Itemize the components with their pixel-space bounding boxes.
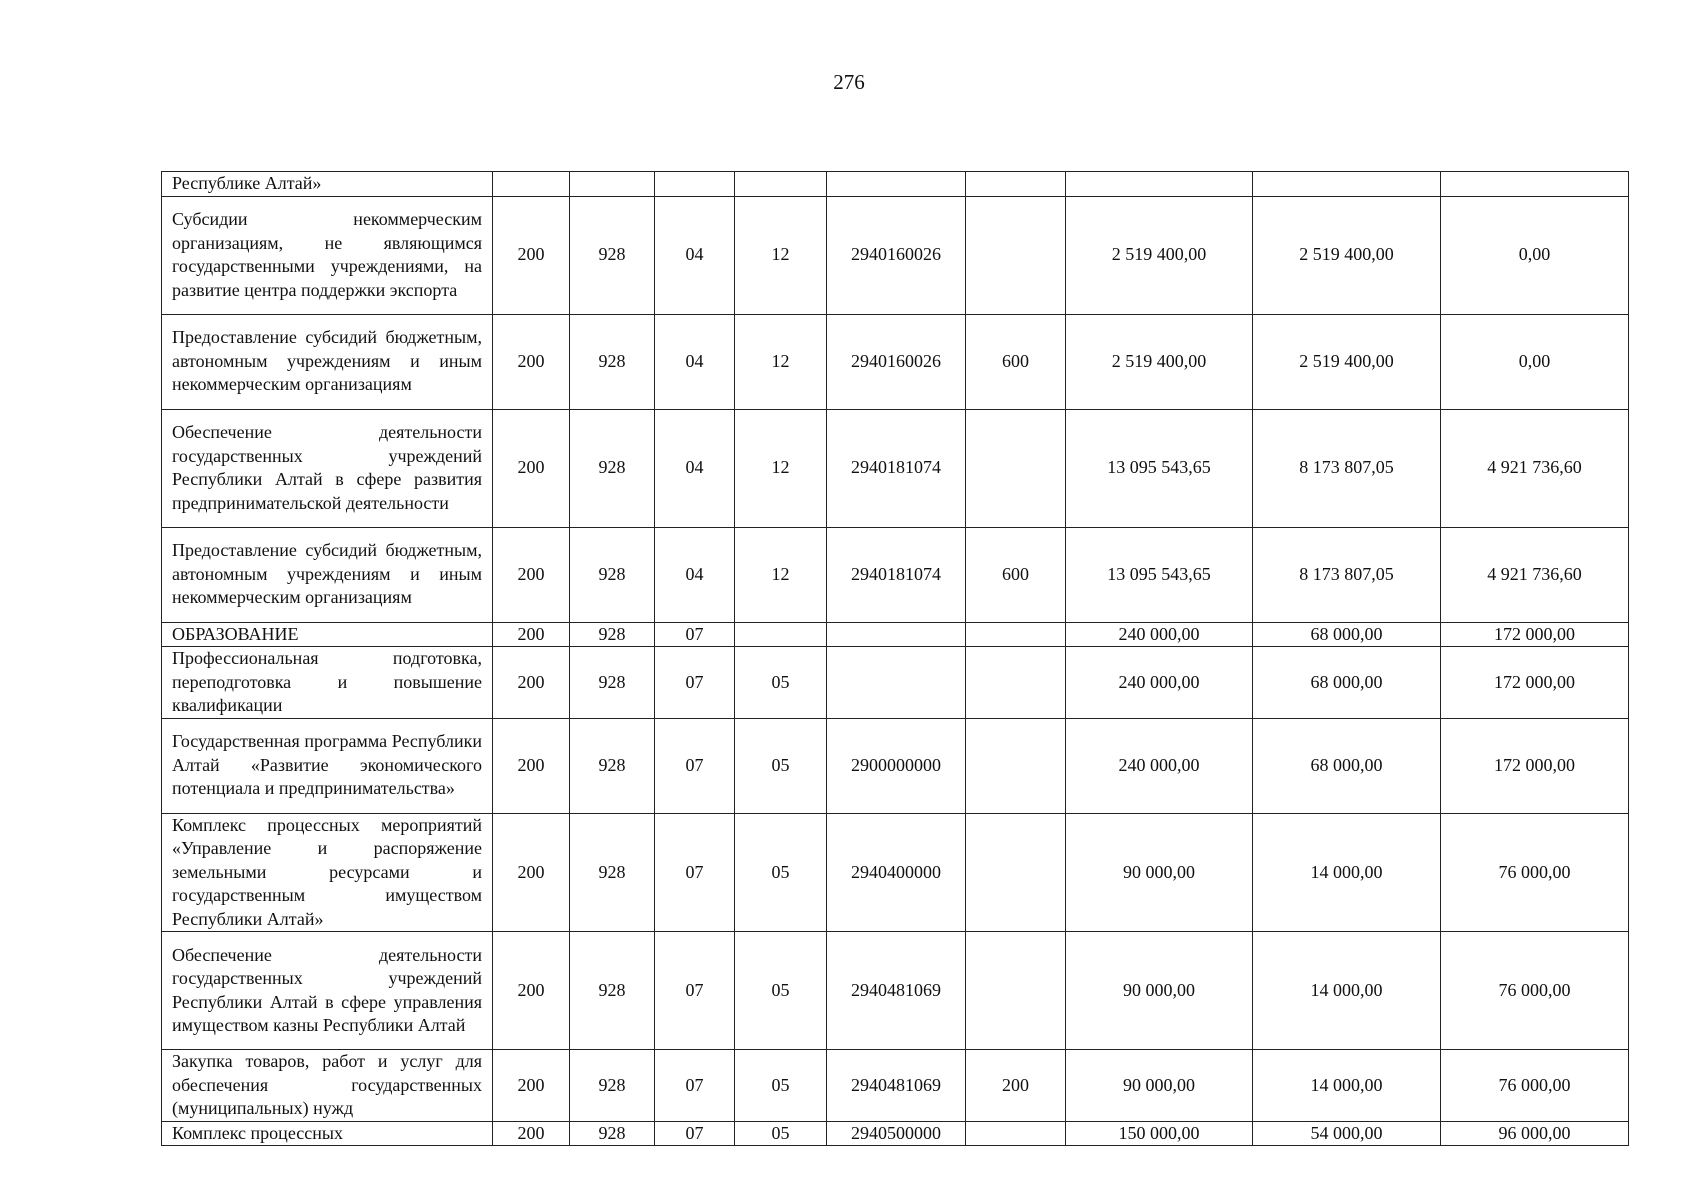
subsection-cell: 12 [735, 409, 827, 527]
table-row [162, 718, 1629, 813]
amount-regional-cell: 4 921 736,60 [1441, 527, 1629, 622]
ministry-code-cell: 928 [570, 1050, 655, 1122]
expense-type-cell: 600 [966, 314, 1066, 409]
ministry-code-cell: 928 [570, 527, 655, 622]
target-article-cell: 2940181074 [827, 409, 966, 527]
amount-federal-cell: 54 000,00 [1253, 1121, 1441, 1146]
amount-total-cell: 240 000,00 [1066, 647, 1253, 719]
expense-name-cell: Закупка товаров, работ и услуг для обеспечения государственных (муниципальных) нужд [162, 1050, 493, 1122]
ministry-code-cell: 928 [570, 932, 655, 1050]
ministry-code-cell: 928 [570, 1121, 655, 1146]
code-cell: 200 [493, 196, 570, 314]
amount-regional-cell: 172 000,00 [1441, 647, 1629, 719]
expense-name-cell: Обеспечение деятельности государственных учреждений Республики Алтай в сфере развития предпринимательской деятельности [162, 409, 493, 527]
ministry-code-cell [570, 172, 655, 197]
amount-total-cell [1066, 172, 1253, 197]
table-row [162, 1121, 1629, 1146]
ministry-code-cell: 928 [570, 647, 655, 719]
section-cell: 07 [655, 932, 735, 1050]
page-number: 276 [833, 70, 865, 94]
table-row [162, 1050, 1629, 1122]
section-cell: 04 [655, 527, 735, 622]
amount-regional-cell: 76 000,00 [1441, 1050, 1629, 1122]
section-cell: 04 [655, 314, 735, 409]
expense-type-cell: 600 [966, 527, 1066, 622]
expense-type-cell [966, 196, 1066, 314]
expense-type-cell [966, 932, 1066, 1050]
target-article-cell [827, 622, 966, 647]
ministry-code-cell: 928 [570, 196, 655, 314]
subsection-cell [735, 172, 827, 197]
amount-regional-cell: 172 000,00 [1441, 622, 1629, 647]
section-cell: 07 [655, 813, 735, 932]
ministry-code-cell: 928 [570, 622, 655, 647]
code-cell: 200 [493, 622, 570, 647]
table-row [162, 527, 1629, 622]
subsection-cell: 05 [735, 1121, 827, 1146]
amount-regional-cell: 4 921 736,60 [1441, 409, 1629, 527]
expense-name-cell: Республике Алтай» [162, 172, 493, 197]
amount-total-cell: 2 519 400,00 [1066, 196, 1253, 314]
amount-regional-cell [1441, 172, 1629, 197]
amount-regional-cell: 172 000,00 [1441, 718, 1629, 813]
amount-total-cell: 90 000,00 [1066, 813, 1253, 932]
amount-total-cell: 2 519 400,00 [1066, 314, 1253, 409]
expense-type-cell [966, 1121, 1066, 1146]
target-article-cell: 2940160026 [827, 196, 966, 314]
table-row [162, 196, 1629, 314]
amount-federal-cell: 14 000,00 [1253, 932, 1441, 1050]
expense-name-cell: Комплекс процессных мероприятий «Управление и распоряжение земельными ресурсами и государственным имуществом Республики Алтай» [162, 813, 493, 932]
expense-name-cell: Предоставление субсидий бюджетным, автономным учреждениям и иным некоммерческим организациям [162, 527, 493, 622]
subsection-cell: 12 [735, 314, 827, 409]
code-cell: 200 [493, 718, 570, 813]
amount-regional-cell: 0,00 [1441, 196, 1629, 314]
amount-federal-cell: 8 173 807,05 [1253, 409, 1441, 527]
expense-type-cell [966, 409, 1066, 527]
subsection-cell: 05 [735, 813, 827, 932]
table-row [162, 409, 1629, 527]
table-row [162, 172, 1629, 197]
subsection-cell: 05 [735, 932, 827, 1050]
section-cell: 07 [655, 1121, 735, 1146]
expense-name-cell: Комплекс процессных [162, 1121, 493, 1146]
expense-type-cell: 200 [966, 1050, 1066, 1122]
target-article-cell [827, 647, 966, 719]
section-cell: 07 [655, 1050, 735, 1122]
amount-total-cell: 240 000,00 [1066, 622, 1253, 647]
ministry-code-cell: 928 [570, 409, 655, 527]
target-article-cell: 2940500000 [827, 1121, 966, 1146]
expense-type-cell [966, 647, 1066, 719]
amount-federal-cell: 68 000,00 [1253, 718, 1441, 813]
table-row [162, 314, 1629, 409]
target-article-cell [827, 172, 966, 197]
section-cell: 07 [655, 718, 735, 813]
ministry-code-cell: 928 [570, 314, 655, 409]
budget-table [161, 171, 1629, 1146]
expense-name-cell: ОБРАЗОВАНИЕ [162, 622, 493, 647]
subsection-cell: 05 [735, 718, 827, 813]
amount-federal-cell: 68 000,00 [1253, 622, 1441, 647]
ministry-code-cell: 928 [570, 718, 655, 813]
table-row [162, 932, 1629, 1050]
subsection-cell: 12 [735, 527, 827, 622]
amount-regional-cell: 96 000,00 [1441, 1121, 1629, 1146]
table-row [162, 622, 1629, 647]
code-cell: 200 [493, 932, 570, 1050]
table-row [162, 813, 1629, 932]
amount-federal-cell: 14 000,00 [1253, 813, 1441, 932]
amount-total-cell: 13 095 543,65 [1066, 409, 1253, 527]
target-article-cell: 2940481069 [827, 932, 966, 1050]
amount-federal-cell [1253, 172, 1441, 197]
amount-federal-cell: 2 519 400,00 [1253, 196, 1441, 314]
expense-type-cell [966, 172, 1066, 197]
amount-total-cell: 13 095 543,65 [1066, 527, 1253, 622]
section-cell: 04 [655, 196, 735, 314]
expense-name-cell: Профессиональная подготовка, переподготовка и повышение квалификации [162, 647, 493, 719]
expense-name-cell: Государственная программа Республики Алтай «Развитие экономического потенциала и предпринимательства» [162, 718, 493, 813]
subsection-cell: 12 [735, 196, 827, 314]
code-cell [493, 172, 570, 197]
target-article-cell: 2900000000 [827, 718, 966, 813]
amount-regional-cell: 76 000,00 [1441, 813, 1629, 932]
amount-total-cell: 150 000,00 [1066, 1121, 1253, 1146]
code-cell: 200 [493, 527, 570, 622]
expense-type-cell [966, 813, 1066, 932]
code-cell: 200 [493, 1121, 570, 1146]
amount-federal-cell: 8 173 807,05 [1253, 527, 1441, 622]
amount-federal-cell: 2 519 400,00 [1253, 314, 1441, 409]
code-cell: 200 [493, 647, 570, 719]
section-cell [655, 172, 735, 197]
amount-federal-cell: 14 000,00 [1253, 1050, 1441, 1122]
expense-type-cell [966, 622, 1066, 647]
section-cell: 07 [655, 622, 735, 647]
target-article-cell: 2940400000 [827, 813, 966, 932]
target-article-cell: 2940160026 [827, 314, 966, 409]
amount-total-cell: 90 000,00 [1066, 932, 1253, 1050]
ministry-code-cell: 928 [570, 813, 655, 932]
code-cell: 200 [493, 813, 570, 932]
expense-name-cell: Обеспечение деятельности государственных учреждений Республики Алтай в сфере управления имуществом казны Республики Алтай [162, 932, 493, 1050]
subsection-cell [735, 622, 827, 647]
section-cell: 04 [655, 409, 735, 527]
target-article-cell: 2940481069 [827, 1050, 966, 1122]
code-cell: 200 [493, 409, 570, 527]
target-article-cell: 2940181074 [827, 527, 966, 622]
amount-total-cell: 240 000,00 [1066, 718, 1253, 813]
table-row [162, 647, 1629, 719]
table-body [162, 172, 1629, 1146]
subsection-cell: 05 [735, 647, 827, 719]
expense-name-cell: Предоставление субсидий бюджетным, автономным учреждениям и иным некоммерческим организациям [162, 314, 493, 409]
expense-name-cell: Субсидии некоммерческим организациям, не являющимся государственными учреждениями, на развитие центра поддержки экспорта [162, 196, 493, 314]
code-cell: 200 [493, 314, 570, 409]
amount-regional-cell: 76 000,00 [1441, 932, 1629, 1050]
section-cell: 07 [655, 647, 735, 719]
amount-total-cell: 90 000,00 [1066, 1050, 1253, 1122]
code-cell: 200 [493, 1050, 570, 1122]
subsection-cell: 05 [735, 1050, 827, 1122]
expense-type-cell [966, 718, 1066, 813]
amount-federal-cell: 68 000,00 [1253, 647, 1441, 719]
amount-regional-cell: 0,00 [1441, 314, 1629, 409]
